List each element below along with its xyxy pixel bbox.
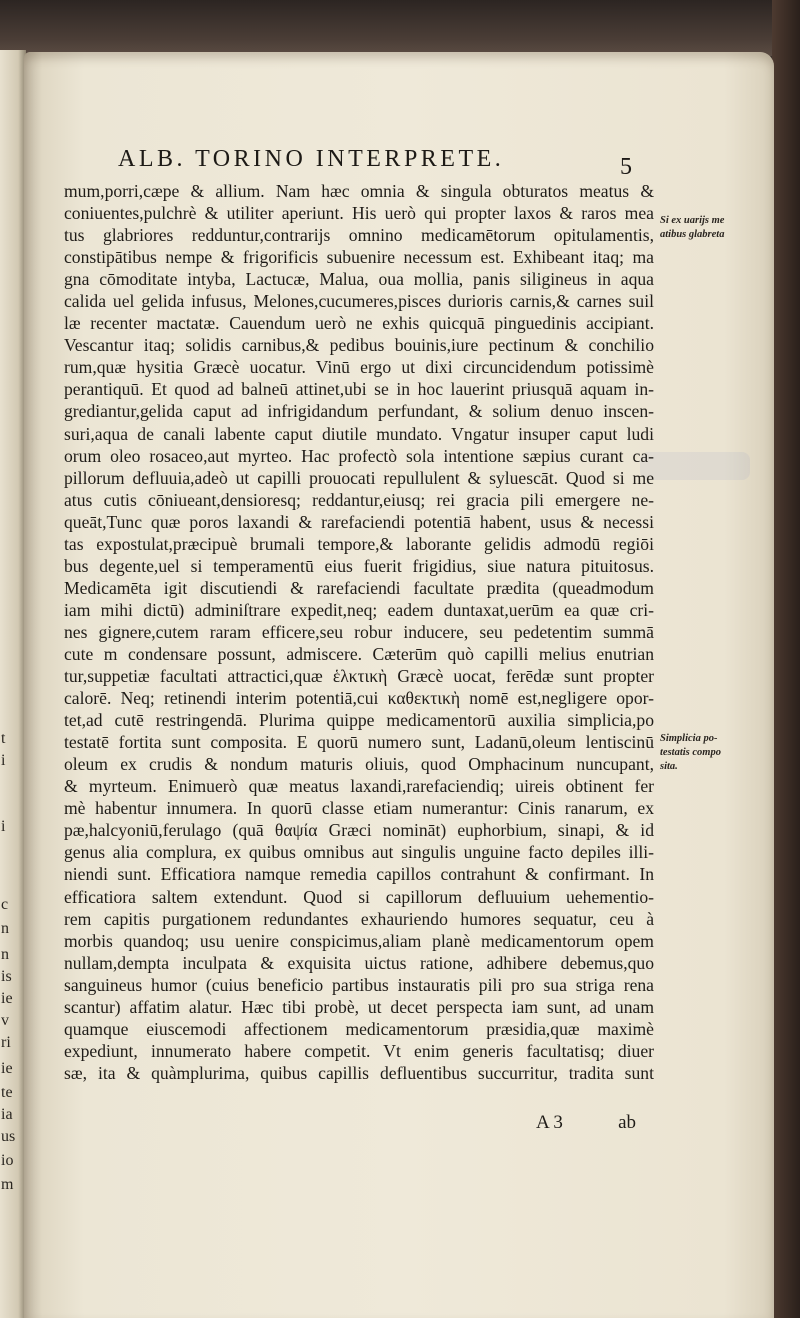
show-through-stain [640,452,750,480]
text-line: constipātibus nempe & frigorificis subuenire necessum est. Exhibeant itaq; ma [64,247,654,268]
marginal-note-line: Simplicia po- [660,733,718,744]
facing-page-fragment: v [1,1012,9,1029]
text-line: niendi sunt. Efficatiora namque remedia capillos contrahunt & confirmant. In [64,864,654,885]
text-line: iam mihi dictū) adminiſtrare expedit,neq; eadem duntaxat,uerūm ea quæ cri- [64,599,654,620]
facing-page-fragment: c [1,896,9,913]
text-line: oleum ex crudis & nondum maturis oliuis, quod Omphacinum nuncupant, [64,754,654,775]
text-line: suri,aqua de canali labente caput diutile mundato. Vngatur insuper caput ludi [64,423,654,444]
signature-mark: A 3 [536,1112,563,1133]
marginal-note-line: atibus glabreta [660,229,725,240]
text-line: morbis quandoq; usu uenire conspicimus,aliam planè medicamentorum opem [64,930,654,951]
text-line: nullam,dempta inculpata & exquisita uictus ratione, adhibere debemus,quo [64,952,654,973]
facing-page-fragment: ia [1,1106,13,1123]
text-line: scantur) affatim alatur. Hæc tibi probè, ut decet perspecta iam sunt, ad unam [64,996,654,1017]
text-line: calorē. Neq; retinendi interim potentiā,cui καθεκτικὴ nomē est,negligere opor- [64,688,654,709]
facing-page-fragment: n [1,920,9,937]
text-line: & myrteum. Enimuerò quæ meatus laxandi,rarefaciendiq; uireis obtinent fer [64,776,654,797]
text-line: sanguineus humor (cuius beneficio partibus instauratis pili pro sua striga rena [64,974,654,995]
text-line: pæ,halcyoniū,ferulago (quā θαψία Græci nomināt) euphorbium, sinapi, & id [64,820,654,841]
facing-page-fragment: ie [1,1060,13,1077]
facing-page-fragment: i [1,752,6,769]
text-line: rum,quæ hysitia Græcè uocatur. Vinū ergo ut dixi circuncidendum potissimè [64,357,654,378]
marginal-note-line: sita. [660,761,678,772]
text-line: bus degente,uel si temperamentū eius fuerit frigidius, siue natura pituitosus. [64,555,654,576]
facing-page-fragment: te [1,1084,13,1101]
facing-page-fragment: ri [1,1034,11,1051]
book-binding-edge [772,0,800,1318]
text-line: testatē fortita sunt composita. E quorū numero sunt, Ladanū,oleum lentiscinū [64,732,654,753]
catchword: ab [618,1112,636,1133]
text-line: gna cōmoditate intyba, Lactucæ, Malua, oua mollia, panis siligineus in aqua [64,269,654,290]
facing-page-fragment: t [1,730,6,747]
page-number: 5 [620,154,632,180]
facing-page-edge [0,50,26,1318]
text-line: expediunt, innumerato habere competit. Vt enim generis facultatisq; diuer [64,1040,654,1061]
text-line: tas expostulat,præcipuè brumali tempore,& laborante gelidis admodū regiōi [64,533,654,554]
text-line: pillorum defluuia,adeò ut capilli prouocati repullulent & syluescāt. Quod si me [64,467,654,488]
text-line: queāt,Tunc quæ poros laxandi & rarefaciendi potentiā habent, usus & necessi [64,511,654,532]
text-line: sæ, ita & quàmplurima, quibus capillis defluentibus succurritur, tradita sunt [64,1062,654,1083]
text-line: tet,ad cutē restringendā. Plurima quippe medicamentorū auxilia simplicia,po [64,710,654,731]
text-line: atus cutis cōniueant,densioresq; reddantur,eiusq; rei gracia pili emergere ne- [64,489,654,510]
marginal-note [660,732,721,774]
text-line: rem capitis purgationem redundantes exhauriendo humores sequatur, ceu à [64,908,654,929]
text-line: calida uel gelida infusus, Melones,cucumeres,pisces durioris carnis,& carnes suil [64,291,654,312]
text-line: Medicamēta igit discutiendi & rarefaciendi facultate prædita (queadmodum [64,577,654,598]
signature-catchword [536,1112,636,1136]
marginal-note [660,214,724,242]
text-line: quamque eiuscemodi affectionem medicamentorum præsidia,quæ maximè [64,1018,654,1039]
facing-page-fragment: i [1,818,6,835]
text-line: Vescantur itaq; solidis carnibus,& pedibus bouinis,iure pectinum & conchilio [64,335,654,356]
running-head: ALB. TORINO INTERPRETE. [118,146,505,172]
text-line: tur,suppetiæ facultati attractici,quæ ἑλκτικὴ Græcè uocat, ferēdæ sunt propter [64,666,654,687]
book-binding-top [0,0,800,56]
text-line: coniuentes,pulchrè & utiliter aperiunt. His uerò qui propter laxos & raros mea [64,203,654,224]
main-text-block [64,180,654,1084]
facing-page-fragment: n [1,946,9,963]
text-line: mè habentur innumera. In quorū classe etiam numerantur: Cinis ranarum, ex [64,798,654,819]
facing-page-fragment: is [1,968,12,985]
facing-page-fragment: us [1,1128,16,1145]
text-line: cute m condensare possunt, admiscere. Cæterūm quò capilli melius enutrian [64,643,654,664]
text-line: orum oleo rosaceo,aut myrteo. Hac profectò sola intentione sæpius curant ca- [64,445,654,466]
facing-page-fragment: ie [1,990,13,1007]
text-line: grediantur,gelida caput ad infrigidandum perfundant, & solium denuo inscen- [64,401,654,422]
text-line: efficatiora saltem extendunt. Quod si capillorum defluuium uehementio- [64,886,654,907]
text-line: læ recenter mactatæ. Cauendum uerò ne exhis quicquā pinguedinis accipiant. [64,313,654,334]
marginal-note-line: testatis compo [660,747,721,758]
text-line: nes gignere,cutem raram efficere,seu robur inducere, seu pedetentim summā [64,621,654,642]
facing-page-fragment: io [1,1152,14,1169]
text-line: mum,porri,cæpe & allium. Nam hæc omnia & singula obturatos meatus & [64,181,654,201]
text-line: perantiquū. Et quod ad balneū attinet,ubi se in hoc lauerint priusquā aquam in- [64,379,654,400]
marginal-note-line: Si ex uarijs me [660,215,725,226]
text-line: tus glabriores redduntur,contrarijs omnino medicamētorum opitulamentis, [64,225,654,246]
text-line: genus alia complura, ex quibus omnibus aut singulis unguine facto depiles illi- [64,842,654,863]
facing-page-fragment: m [1,1176,14,1193]
